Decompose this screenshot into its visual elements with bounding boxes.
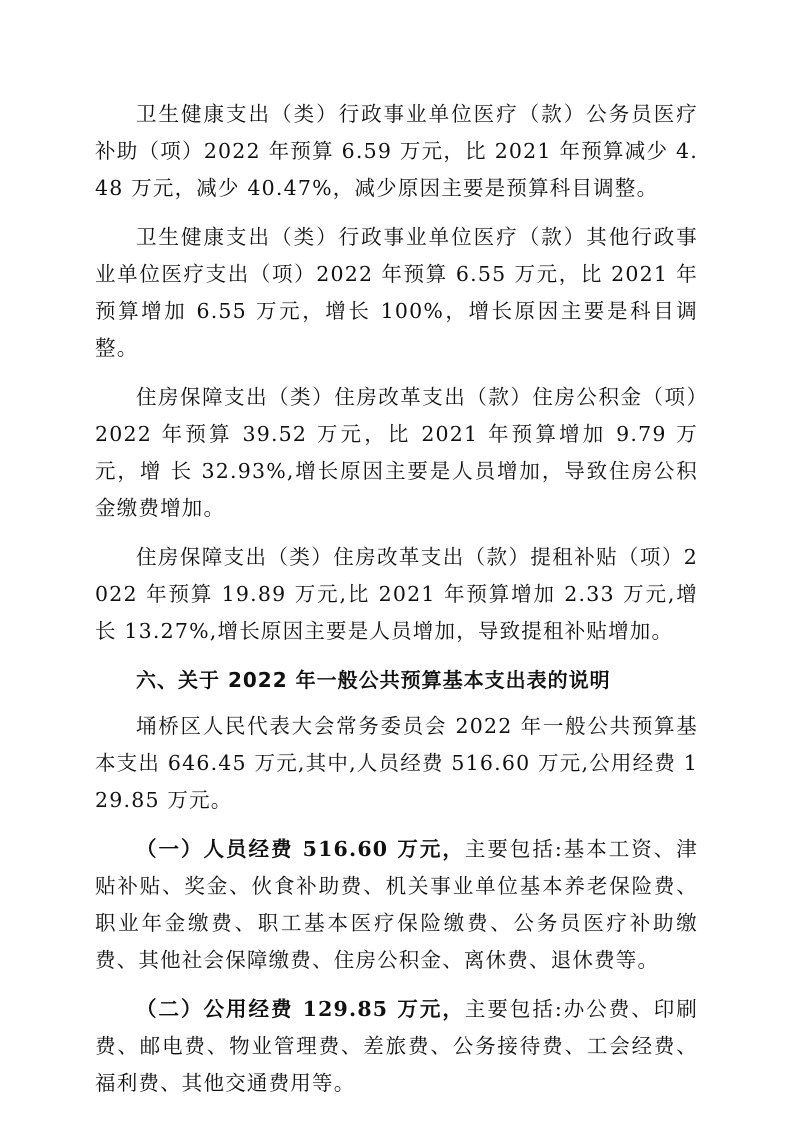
summary-paragraph: 埇桥区人民代表大会常务委员会 2022 年一般公共预算基本支出 646.45 万元,其中,人员经费 516.60 万元,公用经费 129.85 万元。 bbox=[95, 714, 698, 812]
paragraph-health-civil-servant-medical: 卫生健康支出（类）行政事业单位医疗（款）公务员医疗补助（项）2022 年预算 6.59 万元，比 2021 年预算减少 4.48 万元，减少 40.47%，减少原因主要是预算科目调整。 bbox=[95, 102, 698, 200]
public-expense-text: 主要包括:办公费、印刷费、邮电费、物业管理费、差旅费、公务接待费、工会经费、福利费、其他交通费用等。 bbox=[95, 997, 698, 1095]
paragraph-rent-subsidy: 住房保障支出（类）住房改革支出（款）提租补贴（项）2022 年预算 19.89 万元,比 2021 年预算增加 2.33 万元,增 长 13.27%,增长原因主要是人员增加，导致提租补贴增加。 bbox=[95, 545, 698, 643]
personnel-expense-item bbox=[95, 831, 698, 979]
document-body bbox=[95, 96, 698, 1114]
personnel-expense-lead: （一）人员经费 516.60 万元， bbox=[136, 837, 465, 861]
section-heading: 六、关于 2022 年一般公共预算基本支出表的说明 bbox=[136, 668, 611, 692]
paragraph-health-other-medical: 卫生健康支出（类）行政事业单位医疗（款）其他行政事业单位医疗支出（项）2022 年预算 6.55 万元，比 2021 年预算增加 6.55 万元，增长 100%，增长原因主要是科目调整。 bbox=[95, 225, 698, 360]
public-expense-lead: （二）公用经费 129.85 万元， bbox=[136, 997, 465, 1021]
personnel-expense-text: 主要包括:基本工资、津贴补贴、奖金、伙食补助费、机关事业单位基本养老保险费、职业年金缴费、职工基本医疗保险缴费、公务员医疗补助缴费、其他社会保障缴费、住房公积金、离休费、退休费等。 bbox=[95, 837, 698, 972]
public-expense-item bbox=[95, 991, 698, 1102]
paragraph-housing-fund: 住房保障支出（类）住房改革支出（款）住房公积金（项）2022 年预算 39.52 万元，比 2021 年预算增加 9.79 万元，增 长 32.93%,增长原因主要是人员增加，导致住房公积金缴费增加。 bbox=[95, 385, 698, 520]
